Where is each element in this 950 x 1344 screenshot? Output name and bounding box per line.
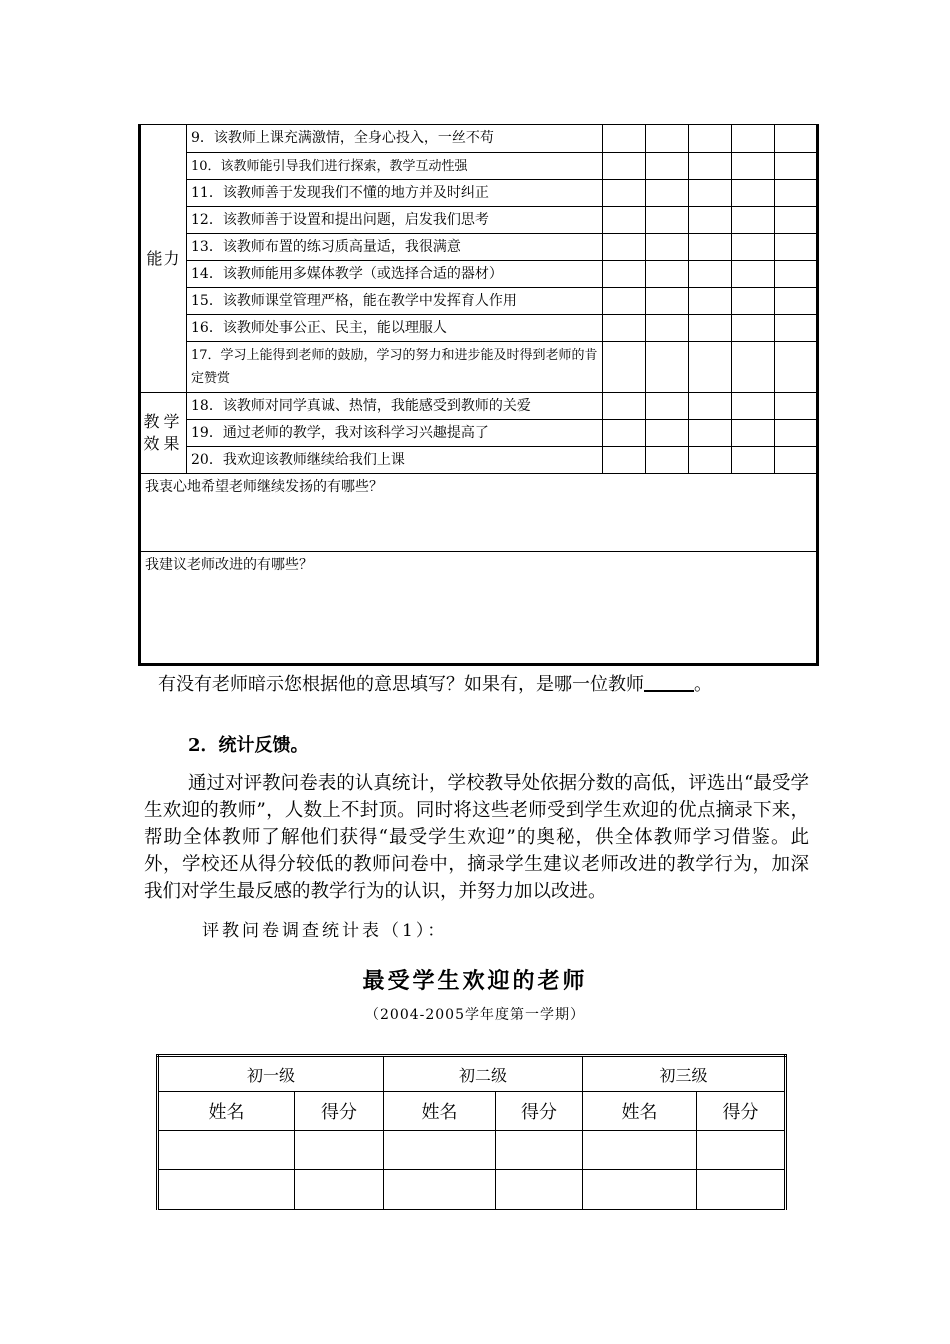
rating-cell[interactable] [646, 315, 689, 342]
table-row [140, 447, 818, 474]
table-cell[interactable] [496, 1169, 583, 1209]
rating-cell[interactable] [646, 420, 689, 447]
rating-cell[interactable] [775, 234, 818, 261]
table-row [140, 207, 818, 234]
body-paragraph: 通过对评教问卷表的认真统计，学校教导处依据分数的高低，评选出“最受学生欢迎的教师”，人数上不封顶。同时将这些老师受到学生欢迎的优点摘录下来，帮助全体教师了解他们获得“最受学生欢迎”的奥秘，供全体教师学习借鉴。此外，学校还从得分较低的教师问卷中，摘录学生建议老师改进的教学行为，加深我们对学生最反感的教学行为的认识，并努力加以改进。 [144, 773, 809, 902]
hint-question: 有没有老师暗示您根据他的意思填写？如果有，是哪一位教师 。 [158, 674, 712, 695]
section-title: 2．统计反馈。 [188, 735, 309, 756]
table-cell[interactable] [384, 1169, 496, 1209]
table-row [158, 1056, 786, 1092]
rating-cell[interactable] [689, 180, 732, 207]
rating-cell[interactable] [732, 288, 775, 315]
open-question-improvements[interactable]: 我建议老师改进的有哪些？ [140, 552, 818, 665]
rating-cell[interactable] [732, 420, 775, 447]
table-row [140, 342, 818, 393]
rating-cell[interactable] [689, 234, 732, 261]
table-row [140, 234, 818, 261]
answer-blank[interactable] [644, 672, 694, 692]
rating-cell[interactable] [775, 288, 818, 315]
popular-teachers-table [156, 1054, 787, 1210]
survey-item-18: 18．该教师对同学真诚、热情，我能感受到教师的关爱 [187, 393, 603, 420]
rating-cell[interactable] [775, 125, 818, 153]
rating-cell[interactable] [603, 315, 646, 342]
rating-cell[interactable] [646, 288, 689, 315]
rating-cell[interactable] [689, 261, 732, 288]
col-name: 姓名 [583, 1092, 697, 1131]
grade-header-3: 初三级 [583, 1056, 786, 1092]
table-cell[interactable] [158, 1131, 295, 1169]
survey-item-19: 19．通过老师的教学，我对该科学习兴趣提高了 [187, 420, 603, 447]
rating-cell[interactable] [603, 153, 646, 180]
rating-cell[interactable] [732, 125, 775, 153]
rating-cell[interactable] [603, 180, 646, 207]
col-score: 得分 [697, 1092, 786, 1131]
rating-cell[interactable] [689, 153, 732, 180]
rating-cell[interactable] [689, 393, 732, 420]
table-cell[interactable] [384, 1131, 496, 1169]
rating-cell[interactable] [775, 261, 818, 288]
survey-item-20: 20．我欢迎该教师继续给我们上课 [187, 447, 603, 474]
table-cell[interactable] [697, 1131, 786, 1169]
rating-cell[interactable] [732, 153, 775, 180]
rating-cell[interactable] [646, 180, 689, 207]
table-cell[interactable] [583, 1169, 697, 1209]
rating-cell[interactable] [775, 180, 818, 207]
rating-cell[interactable] [646, 153, 689, 180]
rating-cell[interactable] [646, 207, 689, 234]
rating-cell[interactable] [775, 447, 818, 474]
table-cell[interactable] [583, 1131, 697, 1169]
table-row [140, 261, 818, 288]
rating-cell[interactable] [732, 342, 775, 393]
table-row [140, 474, 818, 552]
rating-cell[interactable] [775, 315, 818, 342]
rating-cell[interactable] [689, 420, 732, 447]
rating-cell[interactable] [732, 180, 775, 207]
rating-cell[interactable] [603, 342, 646, 393]
table-cell[interactable] [158, 1169, 295, 1209]
rating-cell[interactable] [689, 447, 732, 474]
rating-cell[interactable] [646, 261, 689, 288]
rating-cell[interactable] [689, 342, 732, 393]
table-row [158, 1169, 786, 1209]
survey-item-16: 16．该教师处事公正、民主，能以理服人 [187, 315, 603, 342]
rating-cell[interactable] [603, 261, 646, 288]
rating-cell[interactable] [732, 207, 775, 234]
table-row [140, 552, 818, 665]
table-row [140, 153, 818, 180]
table-row [140, 420, 818, 447]
col-score: 得分 [496, 1092, 583, 1131]
rating-cell[interactable] [775, 207, 818, 234]
rating-cell[interactable] [689, 288, 732, 315]
grade-header-1: 初一级 [158, 1056, 384, 1092]
category-ability: 能力 [140, 125, 187, 393]
rating-cell[interactable] [689, 125, 732, 153]
table-subtitle: （2004-2005学年度第一学期） [365, 1007, 585, 1023]
rating-cell[interactable] [603, 288, 646, 315]
table-row [140, 315, 818, 342]
rating-cell[interactable] [732, 234, 775, 261]
table-cell[interactable] [697, 1169, 786, 1209]
survey-item-12: 12．该教师善于设置和提出问题，启发我们思考 [187, 207, 603, 234]
rating-cell[interactable] [646, 342, 689, 393]
rating-cell[interactable] [603, 393, 646, 420]
rating-cell[interactable] [689, 207, 732, 234]
rating-cell[interactable] [689, 315, 732, 342]
rating-cell[interactable] [603, 420, 646, 447]
rating-cell[interactable] [732, 315, 775, 342]
col-score: 得分 [295, 1092, 384, 1131]
rating-cell[interactable] [646, 393, 689, 420]
open-question-strengths[interactable]: 我衷心地希望老师继续发扬的有哪些？ [140, 474, 818, 552]
survey-item-11: 11．该教师善于发现我们不懂的地方并及时纠正 [187, 180, 603, 207]
category-teaching-effect: 教学效果 [140, 393, 187, 474]
evaluation-survey-table [138, 124, 819, 666]
rating-cell[interactable] [603, 125, 646, 153]
rating-cell[interactable] [775, 393, 818, 420]
table-row [158, 1092, 786, 1131]
col-name: 姓名 [158, 1092, 295, 1131]
rating-cell[interactable] [603, 447, 646, 474]
table-row [140, 393, 818, 420]
table-title: 最受学生欢迎的老师 [362, 968, 588, 994]
table-row [140, 125, 818, 153]
rating-cell[interactable] [775, 342, 818, 393]
rating-cell[interactable] [732, 393, 775, 420]
rating-cell[interactable] [775, 420, 818, 447]
rating-cell[interactable] [732, 261, 775, 288]
rating-cell[interactable] [732, 447, 775, 474]
col-name: 姓名 [384, 1092, 496, 1131]
survey-item-9: 9．该教师上课充满激情，全身心投入，一丝不苟 [187, 125, 603, 153]
grade-header-2: 初二级 [384, 1056, 583, 1092]
survey-item-13: 13．该教师布置的练习质高量适，我很满意 [187, 234, 603, 261]
survey-item-14: 14．该教师能用多媒体教学（或选择合适的器材） [187, 261, 603, 288]
table-cell[interactable] [295, 1131, 384, 1169]
survey-item-17: 17．学习上能得到老师的鼓励，学习的努力和进步能及时得到老师的肯定赞赏 [187, 342, 603, 393]
survey-item-10: 10．该教师能引导我们进行探索，教学互动性强 [187, 153, 603, 180]
rating-cell[interactable] [646, 234, 689, 261]
rating-cell[interactable] [646, 447, 689, 474]
rating-cell[interactable] [646, 125, 689, 153]
table-cell[interactable] [496, 1131, 583, 1169]
table-row [158, 1131, 786, 1169]
rating-cell[interactable] [603, 234, 646, 261]
table-row [140, 180, 818, 207]
table-cell[interactable] [295, 1169, 384, 1209]
rating-cell[interactable] [775, 153, 818, 180]
survey-item-15: 15．该教师课堂管理严格，能在教学中发挥育人作用 [187, 288, 603, 315]
rating-cell[interactable] [603, 207, 646, 234]
table-row [140, 288, 818, 315]
stats-table-label: 评教问卷调查统计表（1）： [202, 921, 448, 941]
